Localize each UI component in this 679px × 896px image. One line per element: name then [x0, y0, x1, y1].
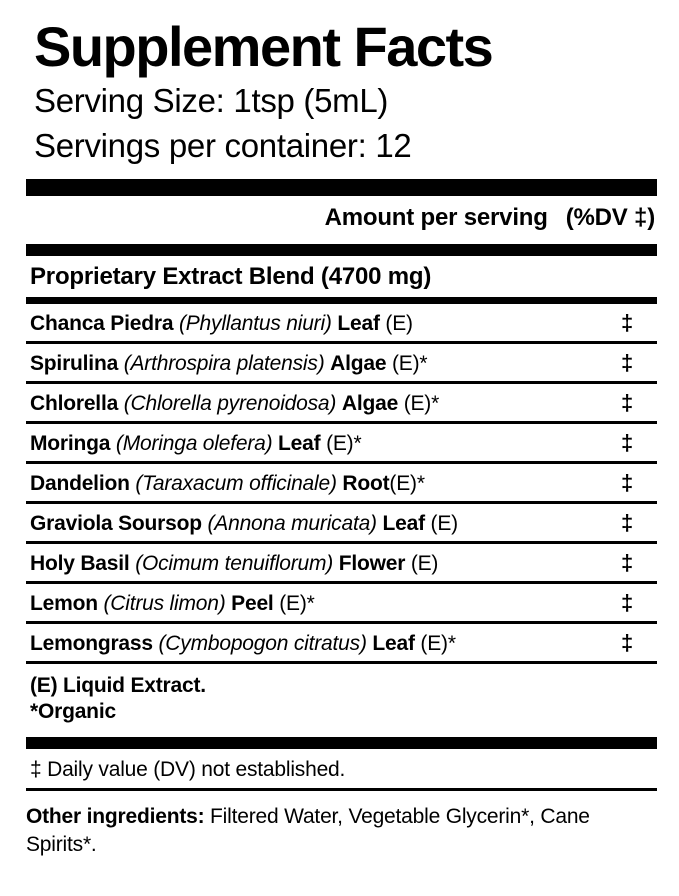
ingredient-name: Moringa (Moringa olefera) Leaf (E)*: [30, 431, 362, 455]
ingredient-dv: ‡: [620, 629, 634, 655]
proprietary-blend-row: Proprietary Extract Blend (4700 mg): [30, 262, 432, 290]
ingredient-dv: ‡: [620, 509, 634, 535]
table-row: [26, 544, 657, 581]
table-row: [26, 504, 657, 541]
ingredient-dv: ‡: [620, 389, 634, 415]
amount-per-serving-label: Amount per serving: [324, 203, 548, 231]
other-ingredients-label: Other ingredients:: [26, 805, 205, 829]
table-row: [26, 464, 657, 501]
ingredient-name: Lemon (Citrus limon) Peel (E)*: [30, 591, 315, 615]
ingredient-name: Dandelion (Taraxacum officinale) Root(E)*: [30, 471, 425, 495]
extract-notes: [26, 664, 657, 734]
table-row: [26, 304, 657, 341]
table-row: [26, 344, 657, 381]
divider-medium: [26, 297, 657, 304]
ingredient-name: Lemongrass (Cymbopogon citratus) Leaf (E)*: [30, 631, 456, 655]
ingredient-dv: ‡: [620, 469, 634, 495]
dv-header-label: (%DV ‡): [565, 203, 655, 231]
ingredient-list: [26, 304, 657, 664]
ingredient-name: Spirulina (Arthrospira platensis) Algae (E)*: [30, 351, 428, 375]
ingredient-dv: ‡: [620, 309, 634, 335]
ingredient-dv: ‡: [620, 589, 634, 615]
divider-thick-top: [26, 179, 657, 196]
table-row: [26, 624, 657, 661]
other-ingredients: [26, 791, 657, 860]
ingredient-name: Chlorella (Chlorella pyrenoidosa) Algae (E)*: [30, 391, 440, 415]
page-title: Supplement Facts: [34, 15, 493, 78]
organic-note: *Organic: [30, 699, 116, 723]
divider-thick-bottom: [26, 737, 657, 749]
ingredient-name: Chanca Piedra (Phyllantus niuri) Leaf (E): [30, 311, 413, 335]
divider-thick-second: [26, 244, 657, 256]
table-row: [26, 584, 657, 621]
ingredient-dv: ‡: [620, 549, 634, 575]
daily-value-note: ‡ Daily value (DV) not established.: [30, 758, 346, 782]
ingredient-name: Graviola Soursop (Annona muricata) Leaf (E): [30, 511, 458, 535]
other-ingredients-value: Filtered Water, Vegetable Glycerin*, Cane Spirits*.: [26, 805, 590, 857]
ingredient-name: Holy Basil (Ocimum tenuiflorum) Flower (E): [30, 551, 439, 575]
serving-size: Serving Size: 1tsp (5mL): [34, 81, 389, 119]
liquid-extract-note: (E) Liquid Extract.: [30, 673, 206, 697]
ingredient-dv: ‡: [620, 429, 634, 455]
table-row: [26, 424, 657, 461]
amount-header-row: [26, 196, 657, 240]
servings-per-container: Servings per container: 12: [34, 126, 412, 164]
table-row: [26, 384, 657, 421]
ingredient-dv: ‡: [620, 349, 634, 375]
